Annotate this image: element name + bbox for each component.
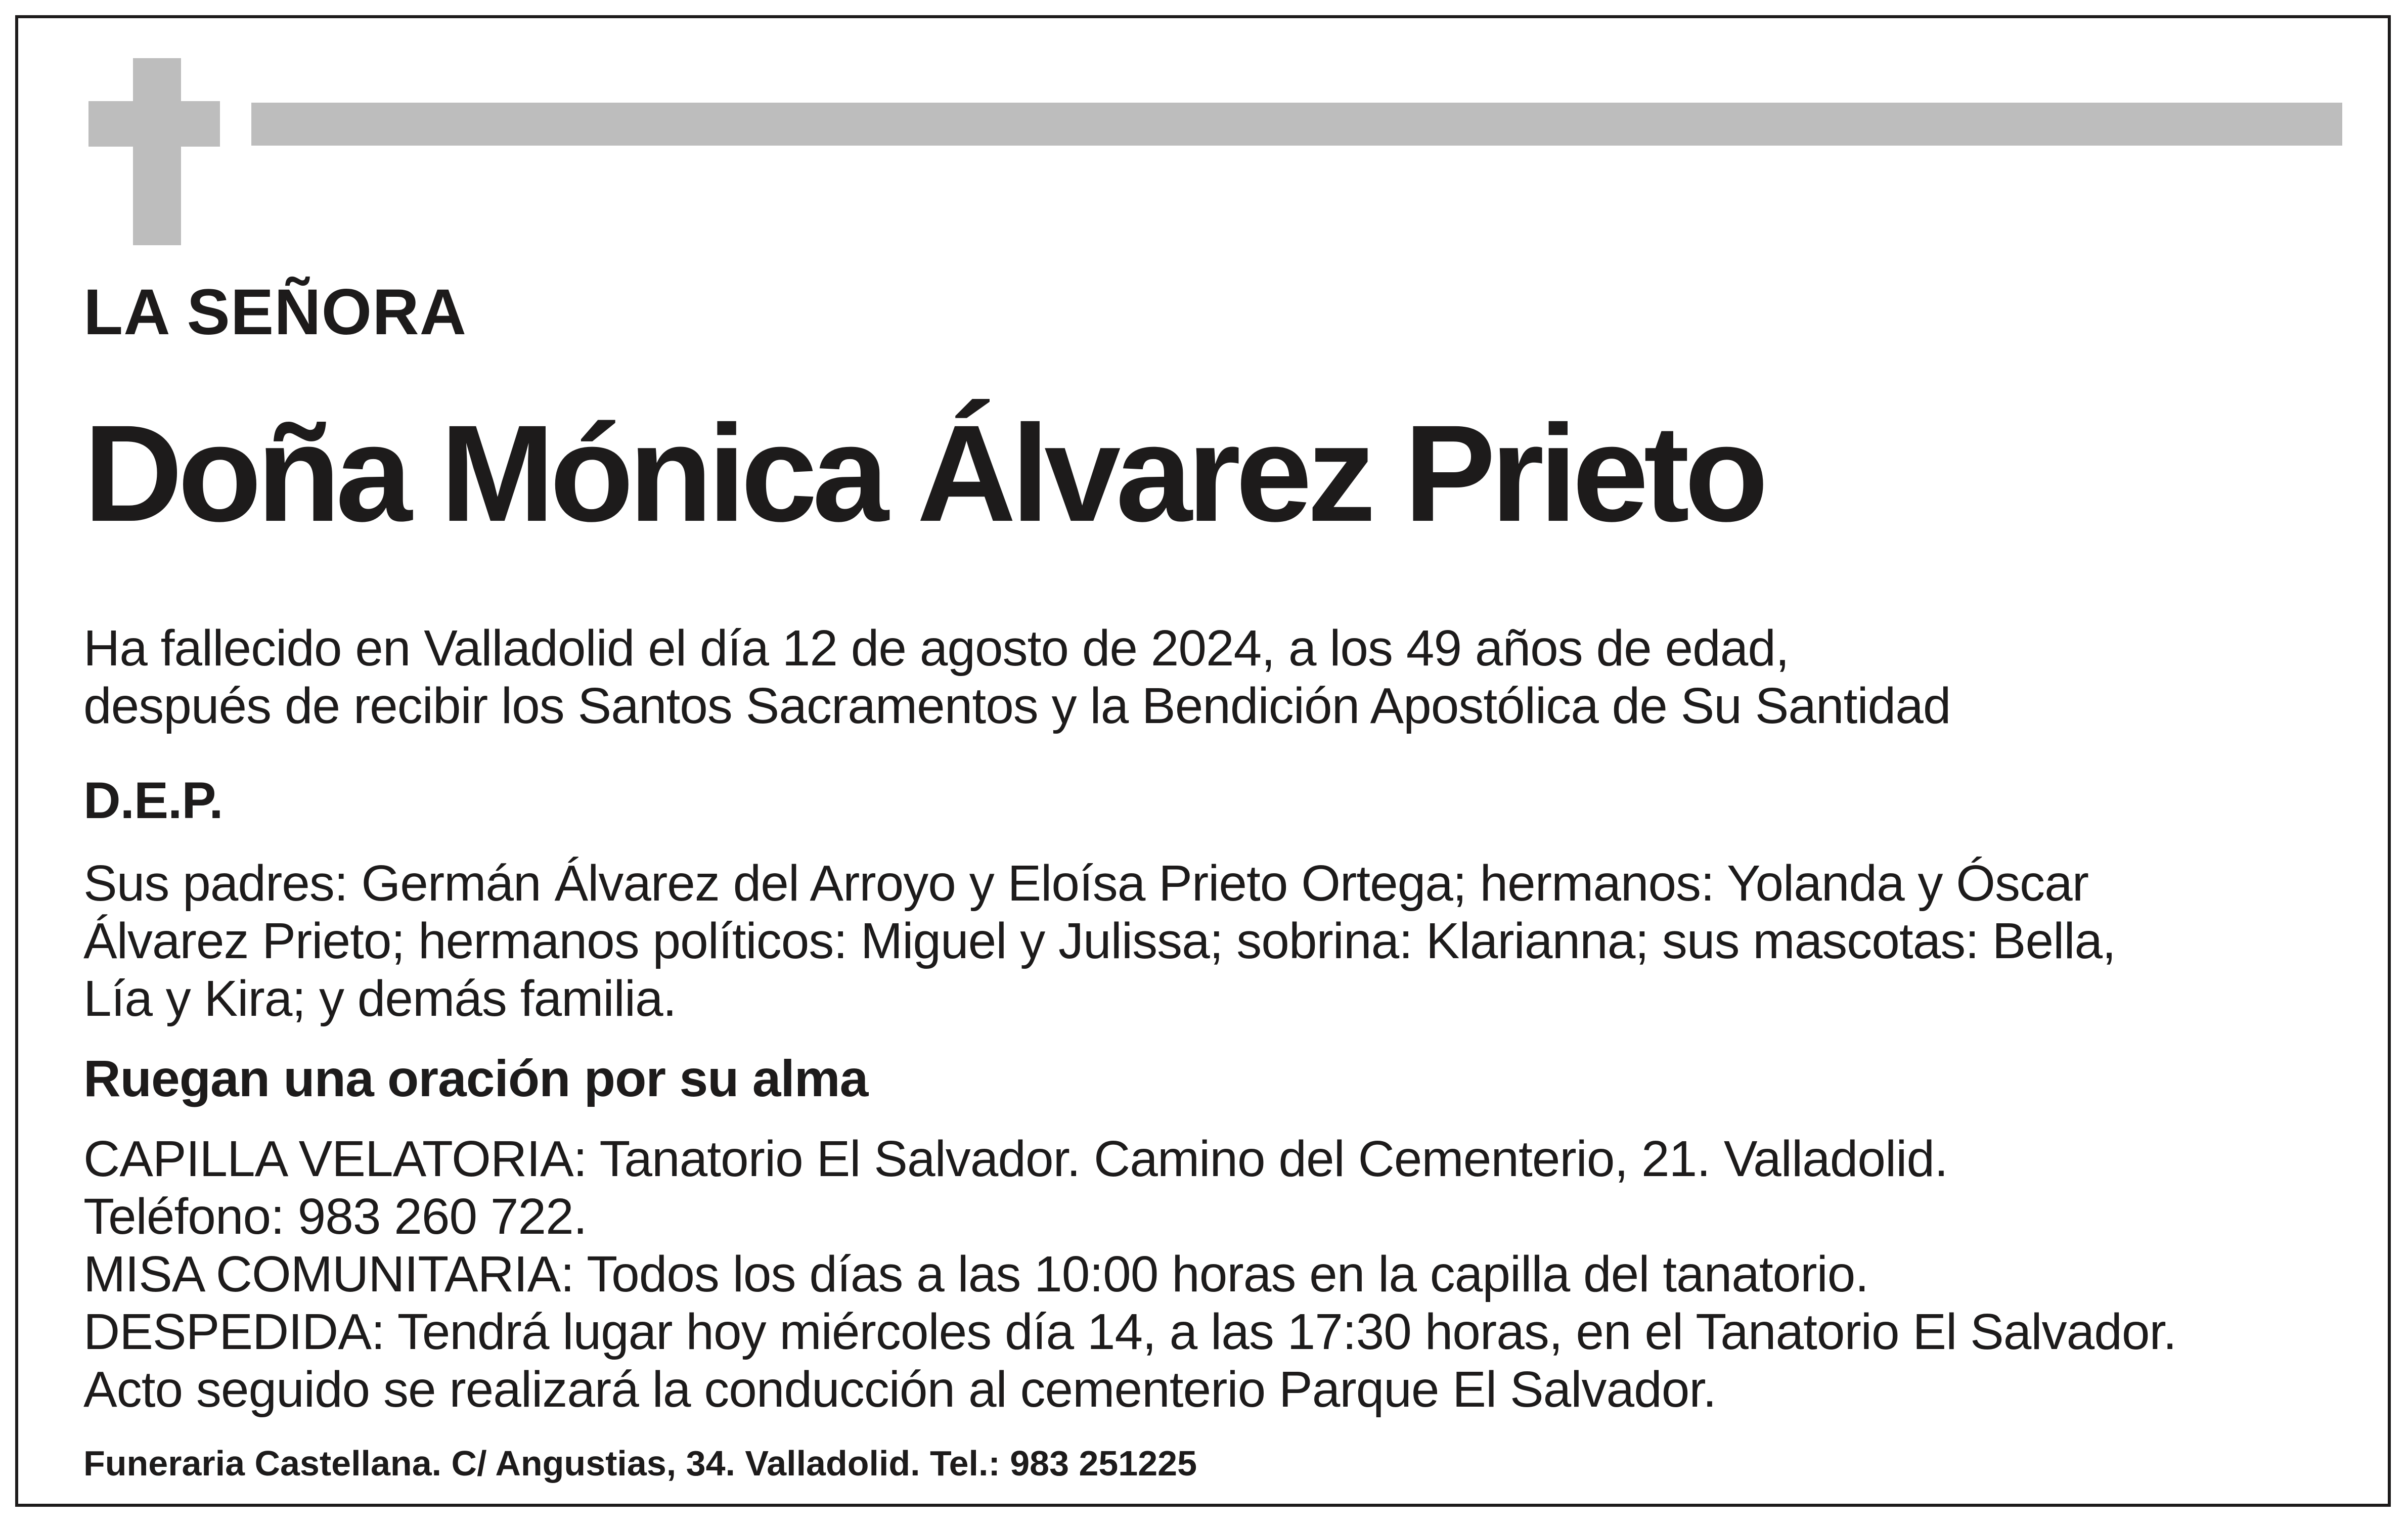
dep-label: D.E.P. xyxy=(83,772,223,829)
intro-paragraph xyxy=(83,619,1951,735)
details-line: MISA COMUNITARIA: Todos los días a las 10:00 horas en la capilla del tanatorio. xyxy=(83,1246,1869,1303)
family-line: Lía y Kira; y demás familia. xyxy=(83,970,677,1027)
details-line: Acto seguido se realizará la conducción al cementerio Parque El Salvador. xyxy=(83,1361,1716,1418)
deceased-name: Doña Mónica Álvarez Prieto xyxy=(83,396,1764,550)
prayer-heading: Ruegan una oración por su alma xyxy=(83,1050,868,1107)
details-line: CAPILLA VELATORIA: Tanatorio El Salvador. Camino del Cementerio, 21. Valladolid. xyxy=(83,1131,1948,1187)
header-bar xyxy=(251,103,2342,146)
notice-heading: LA SEÑORA xyxy=(83,276,467,348)
intro-line: después de recibir los Santos Sacramentos y la Bendición Apostólica de Su Santidad xyxy=(83,678,1951,734)
intro-line: Ha fallecido en Valladolid el día 12 de agosto de 2024, a los 49 años de edad, xyxy=(83,620,1789,677)
family-line: Sus padres: Germán Álvarez del Arroyo y Eloísa Prieto Ortega; hermanos: Yolanda y Óscar xyxy=(83,855,2089,912)
details-paragraph xyxy=(83,1130,2176,1418)
family-line: Álvarez Prieto; hermanos políticos: Miguel y Julissa; sobrina: Klarianna; sus mascotas: Bella, xyxy=(83,913,2116,969)
family-paragraph xyxy=(83,855,2116,1027)
cross-vertical-beam xyxy=(133,58,181,245)
details-line: Teléfono: 983 260 722. xyxy=(83,1188,587,1245)
cross-horizontal-beam xyxy=(88,101,220,147)
funeral-home-footer: Funeraria Castellana. C/ Angustias, 34. Valladolid. Tel.: 983 251225 xyxy=(83,1444,1197,1483)
details-line: DESPEDIDA: Tendrá lugar hoy miércoles día 14, a las 17:30 horas, en el Tanatorio El Salvador. xyxy=(83,1304,2177,1360)
